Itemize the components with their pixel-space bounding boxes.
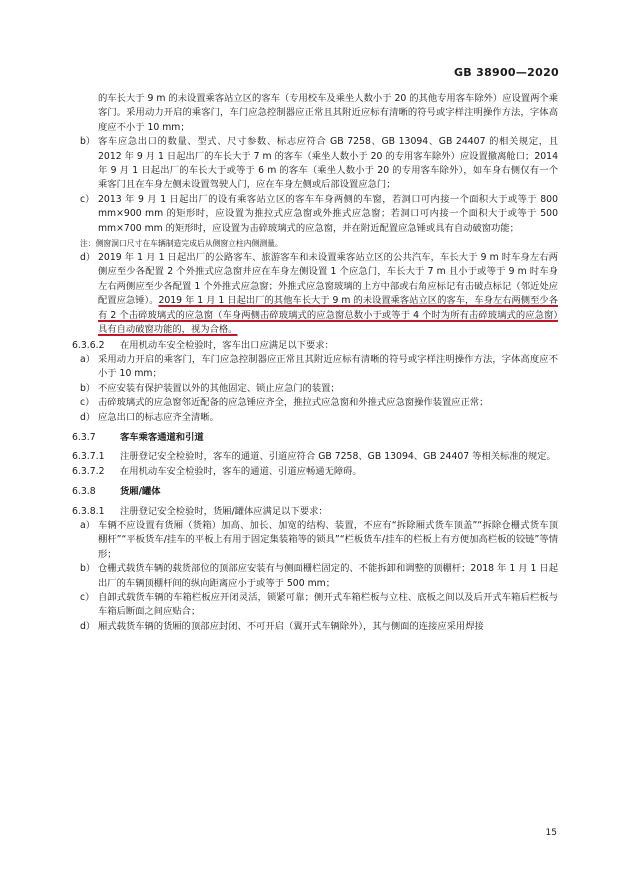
- standard-code: GB 38900—2020: [453, 66, 559, 79]
- list-text: 仓栅式载货车辆的载货部位的顶部应安装有与侧面栅栏固定的、不能拆卸和调整的顶棚杆；2018 年 1 月 1 日起出厂的车辆顶棚杆间的纵向距离应小于或等于 500 mm；: [98, 563, 558, 589]
- list-item-a: [80, 353, 558, 382]
- list-label: c）: [80, 193, 95, 205]
- list-item-c: [80, 193, 558, 236]
- clause-6-3-8-1: [72, 505, 558, 519]
- clause-6-3-7-2: [72, 465, 558, 479]
- clause-text: 在用机动车安全检验时，客车出口应满足以下要求：: [120, 339, 334, 351]
- list-text: 采用动力开启的乘客门，车门应急控制器应正常且其附近应标有清晰的符号或字样注明操作方法，字体高度应不小于 10 mm；: [98, 353, 558, 380]
- list-label: b）: [80, 136, 96, 148]
- highlighted-text: 2019 年 1 月 1 日起出厂的其他车长大于 9 m 的未设置乘客站立区的客车，车身左右两侧至少各有 2 个击碎玻璃式的应急窗（车身两侧击碎玻璃式的应急窗总数小于或等于 4 个时为所有击碎玻璃式的应急窗）具有自动破窗功能的，视为合格。: [98, 295, 558, 336]
- clause-number: 6.3.6.2: [72, 339, 105, 351]
- list-label: d）: [80, 620, 96, 632]
- section-number: 6.3.8: [72, 486, 96, 498]
- list-text: 2019 年 1 月 1 日起出厂的公路客车、旅游客车和未设置乘客站立区的公共汽车，车长大于 9 m 时车身左右两侧应至少各配置 2 个外推式应急窗并应在车身左侧设置 1 个应急门，车长大于 7 m 且小于或等于 9 m 时车身左右两侧应至少各配置 1 个外推式应急窗；外推式应急窗玻璃的上方中部或右角应标记有击破点标记（邻近处应配置应急锤）。: [98, 252, 558, 307]
- list-item-d: [80, 411, 558, 425]
- list-item-b: [80, 135, 558, 193]
- list-label: d）: [80, 411, 96, 423]
- list-text: 自卸式载货车辆的车箱栏板应开闭灵活，锁紧可靠；侧开式车箱栏板与立柱、底板之间以及后开式车箱后栏板与车箱后断面之间应贴合；: [98, 592, 558, 618]
- clause-6-3-6-2: [72, 339, 558, 353]
- continued-text: 的车长大于 9 m 的未设置乘客站立区的客车（专用校车及乘坐人数小于 20 的其他专用客车除外）应设置两个乘客门。采用动力开启的乘客门，车门应急控制器应正常且其附近应标有清晰的符号或字样注明操作方法，字体高度应不小于 10 mm；: [98, 93, 558, 133]
- list-item-b: [80, 562, 558, 591]
- continued-paragraph: [80, 92, 558, 135]
- list-text: 击碎玻璃式的应急窗邻近配备的应急锤应齐全，推拉式应急窗和外推式应急窗操作装置应正常；: [98, 397, 489, 409]
- list-label: c）: [80, 397, 95, 409]
- list-text: 应急出口的标志应齐全清晰。: [98, 411, 219, 423]
- section-6-3-8-heading: [72, 485, 558, 499]
- list-text: 厢式载货车辆的货厢的顶部应封闭、不可开启（翼开式车辆除外），其与侧面的连接应采用焊接: [98, 620, 484, 632]
- clause-6-3-7-1: [72, 450, 558, 464]
- clause-text: 在用机动车安全检验时，客车的通道、引道应畅通无障碍。: [120, 465, 362, 477]
- list-label: a）: [80, 353, 95, 365]
- clause-number: 6.3.8.1: [72, 505, 105, 517]
- list-text: 客车应急出口的数量、型式、尺寸参数、标志应符合 GB 7258、GB 13094、GB 24407 的相关规定，且 2012 年 9 月 1 日起出厂的车长大于 7 m 的客车（乘坐人数小于 20 的专用客车除外）应设置撤离舱口；2014 年 9 月 1 日起出厂的车长大于或等于 6 m 的客车（乘坐人数小于 20 的专用客车除外），如车身右侧仅有一个乘客门且在车身左侧未设置驾驶人门，应在车身左侧或后部设置应急门；: [98, 136, 558, 191]
- document-body: [72, 92, 558, 634]
- section-number: 6.3.7: [72, 431, 96, 443]
- list-item-b: [80, 382, 558, 396]
- section-title: 客车乘客通道和引道: [120, 431, 204, 443]
- note: 注：侧窗洞口尺寸在车辆制造完成后从侧窗立柱内侧测量。: [80, 239, 283, 249]
- list-item-c: [80, 396, 558, 410]
- section-title: 货厢/罐体: [120, 486, 161, 498]
- list-label: c）: [80, 592, 95, 603]
- list-label: a）: [80, 519, 95, 531]
- page-number: 15: [545, 828, 557, 838]
- clause-number: 6.3.7.1: [72, 451, 105, 463]
- list-item-a: [80, 519, 558, 562]
- clause-number: 6.3.7.2: [72, 465, 105, 477]
- list-label: b）: [80, 382, 96, 394]
- list-label: d）: [80, 252, 96, 264]
- list-item-d: [80, 251, 558, 337]
- list-text: 2013 年 9 月 1 日起出厂的设有乘客站立区的客车车身两侧的车窗，若洞口可内接一个面积大于或等于 800 mm×900 mm 的矩形时，应设置为推拉式应急窗或外推式应急窗；若洞口可内接一个面积大于或等于 500 mm×700 mm 的矩形时，应设置为击碎玻璃式的应急窗，并在附近配置应急锤或具有自动破窗功能；: [98, 193, 558, 234]
- section-6-3-7-heading: [72, 431, 558, 445]
- clause-text: 注册登记安全检验时，客车的通道、引道应符合 GB 7258、GB 13094、GB 24407 等相关标准的规定。: [120, 451, 556, 463]
- clause-text: 注册登记安全检验时，货厢/罐体应满足以下要求：: [120, 505, 328, 517]
- list-text: 不应安装有保护装置以外的其他固定、锁止应急门的装置；: [98, 382, 340, 394]
- list-item-d: [80, 620, 558, 634]
- list-item-c: [80, 591, 558, 620]
- list-text: 车辆不应设置有货厢（货箱）加高、加长、加宽的结构、装置，不应有“拆除厢式货车顶盖”“拆除仓栅式货车顶棚杆”“平板货车/挂车的平板上有用于固定集装箱等的锁具”“栏板货车/挂车的栏板上有方便加高栏板的铰链”等情形；: [98, 519, 558, 560]
- list-label: b）: [80, 563, 96, 575]
